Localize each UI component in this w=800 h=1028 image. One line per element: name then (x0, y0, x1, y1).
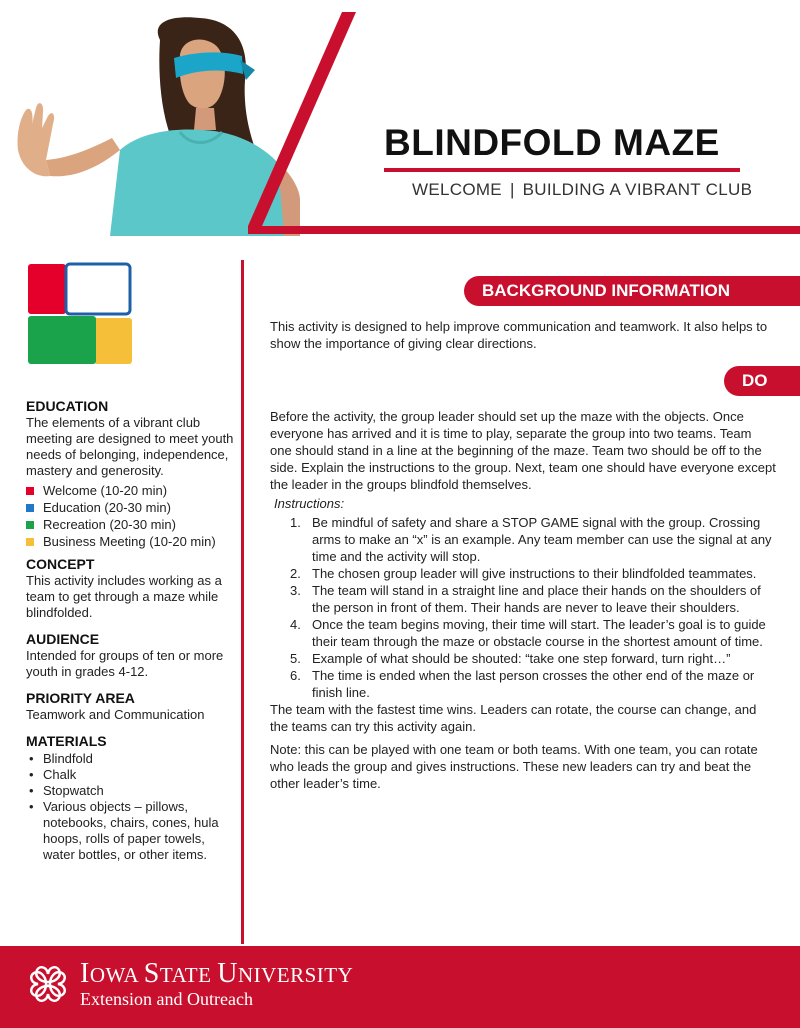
subtitle-separator: | (509, 180, 515, 199)
legend-label: Recreation (20-30 min) (43, 516, 176, 532)
step-number: 6. (290, 668, 301, 683)
legend-item (26, 533, 236, 550)
priority-text: Teamwork and Communication (26, 707, 205, 722)
name-small: TATE (159, 963, 218, 987)
education-swatch (26, 504, 34, 512)
step-number: 2. (290, 566, 301, 581)
step-number: 4. (290, 617, 301, 632)
list-item: • Various objects – pillows, notebooks, chairs, cones, hula hoops, rolls of paper towels, water bottles, or other items. (26, 799, 236, 863)
do-note: Note: this can be played with one team or both teams. With one team, you can rotate who leads the group and gives instructions. These new leaders can try and beat the other leader’s time. (270, 742, 758, 791)
vibrant-club-logo (28, 262, 134, 366)
title-underline (384, 168, 740, 172)
list-item (290, 667, 776, 701)
education-text: The elements of a vibrant club meeting are designed to meet youth needs of belonging, independence, mastery and generosity. (26, 415, 234, 478)
university-name (80, 958, 353, 990)
name-cap: U (217, 958, 238, 989)
list-item (290, 565, 776, 582)
materials-list (26, 751, 236, 863)
audience-text: Intended for groups of ten or more youth in grades 4-12. (26, 648, 224, 679)
step-number: 1. (290, 515, 301, 530)
step-number: 3. (290, 583, 301, 598)
list-item: • Stopwatch (26, 783, 236, 799)
legend-item (26, 516, 236, 533)
list-item (290, 650, 776, 667)
do-heading: DO (724, 366, 800, 396)
extension-unit: Extension and Outreach (80, 989, 253, 1009)
legend-item (26, 499, 236, 516)
background-heading: BACKGROUND INFORMATION (464, 276, 800, 306)
list-item (290, 582, 776, 616)
do-outro: The team with the fastest time wins. Leaders can rotate, the course can change, and the teams can try this activity again. (270, 702, 757, 734)
list-item (290, 514, 776, 565)
step-number: 5. (290, 651, 301, 666)
legend-label: Welcome (10-20 min) (43, 482, 168, 498)
do-section (270, 408, 776, 794)
name-small: OWA (89, 963, 144, 987)
name-cap: I (80, 958, 90, 989)
background-text: This activity is designed to help improve communication and teamwork. It also helps to show the importance of giving clear directions. (270, 319, 768, 351)
list-item: • Blindfold (26, 751, 236, 767)
list-item: • Chalk (26, 767, 236, 783)
svg-text:H: H (45, 982, 51, 990)
sidebar (26, 392, 236, 863)
page-title: BLINDFOLD MAZE (384, 122, 720, 163)
audience-heading: AUDIENCE (26, 631, 100, 647)
concept-text: This activity includes working as a team to get through a maze while blindfolded. (26, 573, 222, 620)
business-swatch (26, 538, 34, 546)
step-text: The chosen group leader will give instructions to their blindfolded teammates. (312, 566, 757, 581)
instruction-steps (290, 514, 776, 701)
recreation-swatch (26, 521, 34, 529)
step-text: Once the team begins moving, their time will start. The leader’s goal is to guide their team through the maze or obstacle course in the shortest amount of time. (312, 617, 766, 649)
education-heading: EDUCATION (26, 398, 109, 414)
session-legend (26, 482, 236, 550)
step-text: Example of what should be shouted: “take one step forward, turn right…” (312, 651, 731, 666)
welcome-swatch (26, 487, 34, 495)
list-item (290, 616, 776, 650)
instructions-label: Instructions: (274, 496, 345, 511)
isu-wordmark (80, 958, 353, 1010)
subtitle-club: BUILDING A VIBRANT CLUB (522, 180, 753, 199)
page-subtitle (412, 180, 752, 200)
legend-item (26, 482, 236, 499)
subtitle-welcome: WELCOME (412, 180, 502, 199)
step-text: The time is ended when the last person crosses the other end of the maze or finish line. (312, 668, 755, 700)
materials-heading: MATERIALS (26, 733, 107, 749)
name-cap: S (143, 958, 160, 989)
priority-heading: PRIORITY AREA (26, 690, 135, 706)
header-accent-stripe (0, 0, 800, 240)
column-divider (241, 260, 244, 944)
step-text: Be mindful of safety and share a STOP GAME signal with the group. Crossing arms to make an “x” is an example. Any team member can use the signal at any time and the activity will stop. (312, 515, 772, 564)
step-text: The team will stand in a straight line and place their hands on the shoulders of the person in front of them. Their hands are never to leave their shoulders. (312, 583, 761, 615)
legend-label: Business Meeting (10-20 min) (43, 533, 216, 549)
concept-heading: CONCEPT (26, 556, 95, 572)
name-small: NIVERSITY (237, 963, 354, 987)
4h-clover-icon (26, 962, 70, 1006)
do-intro: Before the activity, the group leader should set up the maze with the objects. Once everyone has arrived and it is time to play, separate the group into two teams. Team one should stand in a line at the beginning of the maze. Team two should be off to the side. Explain the instructions to the group. Next, team one should have everyone except the leader in the groups blindfold themselves. (270, 409, 776, 492)
page-header (0, 0, 800, 240)
legend-label: Education (20-30 min) (43, 499, 171, 515)
